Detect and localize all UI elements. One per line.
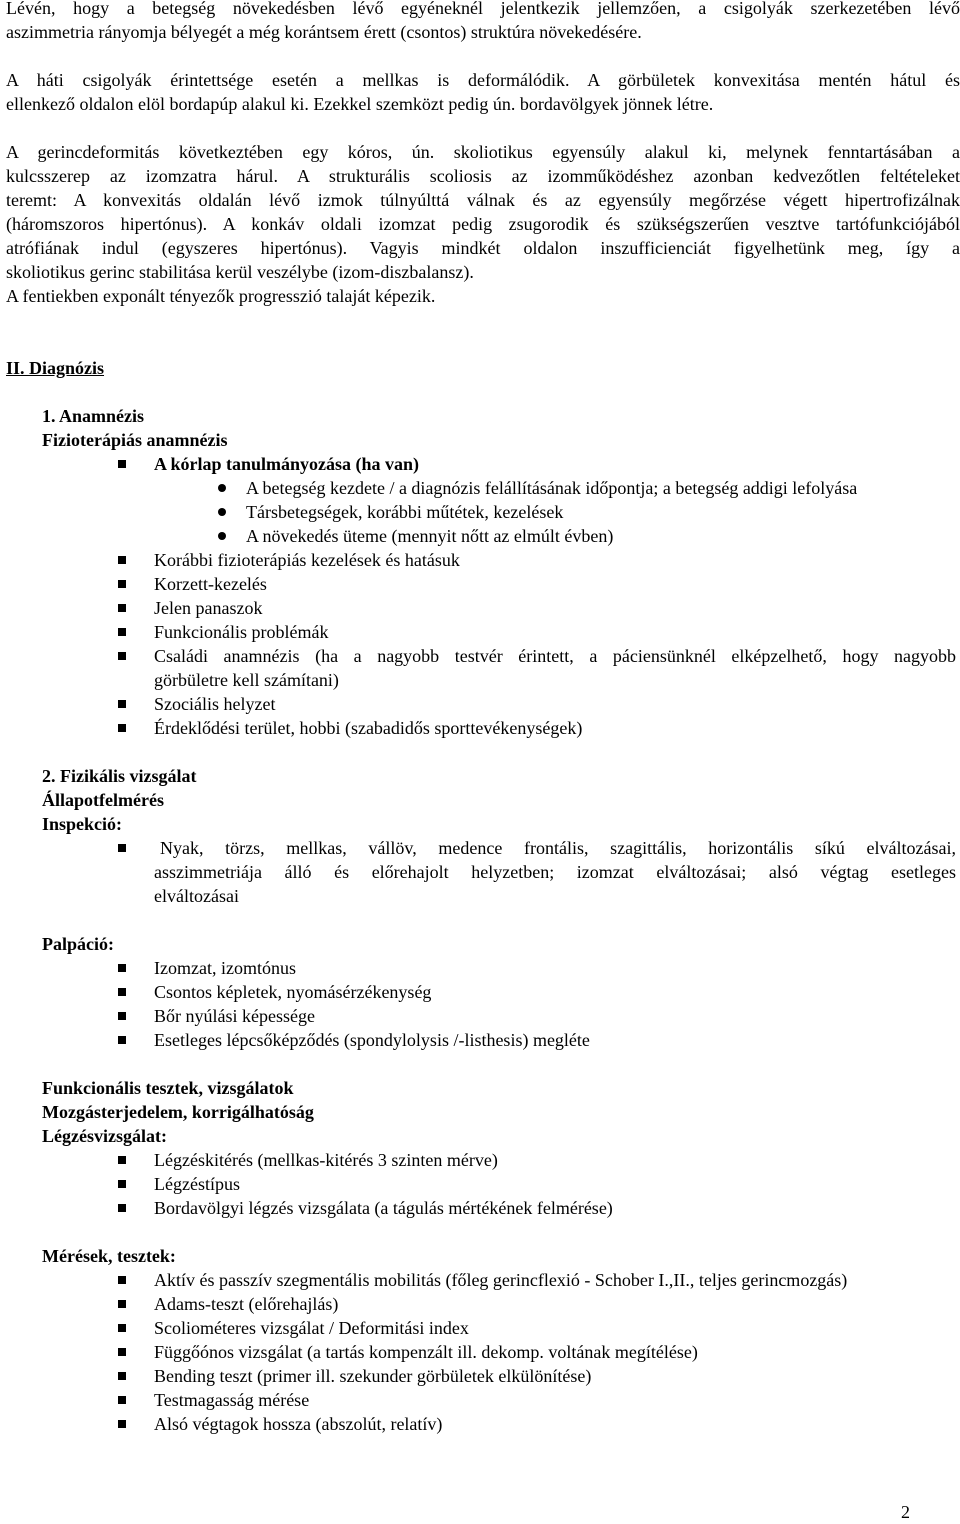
breathing-heading: Légzésvizsgálat: <box>42 1126 167 1146</box>
square-bullet-icon <box>118 964 126 972</box>
list-item-text: Adams-teszt (előrehajlás) <box>154 1294 339 1314</box>
list-item <box>0 644 960 692</box>
square-bullet-icon <box>118 652 126 660</box>
functional-tests-heading: Funkcionális tesztek, vizsgálatok <box>42 1078 294 1098</box>
list-item <box>0 1268 960 1292</box>
list-item-text: Testmagasság mérése <box>154 1390 310 1410</box>
square-bullet-icon <box>118 1372 126 1380</box>
physical-exam-heading: 2. Fizikális vizsgálat <box>42 766 197 786</box>
list-item-text: Korzett-kezelés <box>154 574 267 594</box>
square-bullet-icon <box>118 844 126 852</box>
list-item <box>0 572 960 596</box>
list-item-text: Esetleges lépcsőképződés (spondylolysis /-listhesis) megléte <box>154 1030 590 1050</box>
list-item-text: Alsó végtagok hossza (abszolút, relatív) <box>154 1414 443 1434</box>
text-line: ellenkező oldalon elöl bordapúp alakul ki. Ezekkel szemközt pedig ún. bordavölgyek jönnek létre. <box>6 94 714 114</box>
square-bullet-icon <box>118 1348 126 1356</box>
round-bullet-icon <box>218 484 226 492</box>
list-item-text: Légzéstípus <box>154 1174 240 1194</box>
list-item-text: Izomzat, izomtónus <box>154 958 296 978</box>
round-bullet-icon <box>218 532 226 540</box>
list-item <box>0 500 960 524</box>
list-item-text: Korábbi fizioterápiás kezelések és hatásuk <box>154 550 460 570</box>
list-item <box>0 548 960 572</box>
list-item <box>0 1388 960 1412</box>
anamnesis-heading: 1. Anamnézis <box>42 406 145 426</box>
square-bullet-icon <box>118 460 126 468</box>
square-bullet-icon <box>118 1276 126 1284</box>
list-item-text: Társbetegségek, korábbi műtétek, kezelések <box>246 502 564 522</box>
list-item <box>0 476 960 500</box>
square-bullet-icon <box>118 604 126 612</box>
list-item <box>0 692 960 716</box>
list-item-text: Bőr nyúlási képessége <box>154 1006 315 1026</box>
list-item <box>0 956 960 980</box>
square-bullet-icon <box>118 580 126 588</box>
text-line: (háromszoros hipertónus). A konkáv oldali izomzat pedig zsugorodik és szükségszerűen vesztve tartófunkciójából <box>6 214 960 234</box>
list-item-text: elváltozásai <box>154 886 239 906</box>
list-item <box>0 1316 960 1340</box>
list-item <box>0 716 960 740</box>
square-bullet-icon <box>118 1012 126 1020</box>
intro-paragraph-2 <box>6 68 960 116</box>
square-bullet-icon <box>118 988 126 996</box>
square-bullet-icon <box>118 1300 126 1308</box>
list-item <box>0 1004 960 1028</box>
list-item-text: Aktív és passzív szegmentális mobilitás (főleg gerincflexió - Schober I.,II., teljes gerincmozgás) <box>154 1270 848 1290</box>
text-line: teremt: A konvexitás oldalán lévő izmok túlnyúlttá válnak és az egyensúly megőrzése végett hipertrofizálnak <box>6 190 960 210</box>
list-item-text: Scoliométeres vizsgálat / Deformitási index <box>154 1318 469 1338</box>
text-line: A háti csigolyák érintettsége esetén a mellkas is deformálódik. A görbületek konvexitása mentén hátul és <box>6 70 960 90</box>
list-item <box>0 1172 960 1196</box>
list-item <box>0 620 960 644</box>
list-item <box>0 1292 960 1316</box>
text-line: Lévén, hogy a betegség növekedésben lévő egyéneknél jelentkezik jellemzően, a csigolyák szerkezetében lévő <box>6 0 960 18</box>
list-item <box>0 1196 960 1220</box>
list-item-text: asszimmetriája álló és előrehajolt helyzetben; izomzat elváltozásai; alsó végtag esetleges <box>154 862 956 882</box>
list-item-text: Bordavölgyi légzés vizsgálata (a tágulás mértékének felmérése) <box>154 1198 613 1218</box>
list-item-text: Bending teszt (primer ill. szekunder görbületek elkülönítése) <box>154 1366 592 1386</box>
list-item-text: Csontos képletek, nyomásérzékenység <box>154 982 432 1002</box>
square-bullet-icon <box>118 724 126 732</box>
text-line: aszimmetria rányomja bélyegét a még korántsem érett (csontos) struktúra növekedésére. <box>6 22 642 42</box>
square-bullet-icon <box>118 1156 126 1164</box>
list-item <box>0 596 960 620</box>
list-item-text: Jelen panaszok <box>154 598 263 618</box>
list-item <box>0 1412 960 1436</box>
physio-anamnesis-heading: Fizioterápiás anamnézis <box>42 430 228 450</box>
square-bullet-icon <box>118 1204 126 1212</box>
list-item <box>0 836 960 908</box>
text-line: A gerincdeformitás következtében egy kóros, ún. skoliotikus egyensúly alakul ki, melynek fenntartásában a <box>6 142 960 162</box>
list-item-text: A növekedés üteme (mennyit nőtt az elmúlt évben) <box>246 526 614 546</box>
square-bullet-icon <box>118 1324 126 1332</box>
text-line: kulcsszerep az izomzatra hárul. A strukturális scoliosis az izomműködéshez azonban kedvezőtlen feltételeket <box>6 166 960 186</box>
list-item-text: Légzéskitérés (mellkas-kitérés 3 szinten mérve) <box>154 1150 498 1170</box>
status-heading: Állapotfelmérés <box>42 790 164 810</box>
list-item <box>0 1364 960 1388</box>
text-line: A fentiekben exponált tényezők progresszió talaját képezik. <box>6 286 436 306</box>
list-item <box>0 452 960 476</box>
list-item-text: Érdeklődési terület, hobbi (szabadidős sporttevékenységek) <box>154 718 583 738</box>
list-item-text: Függőónos vizsgálat (a tartás kompenzált ill. dekomp. voltának megítélése) <box>154 1342 698 1362</box>
text-line: atrófiának indul (egyszeres hipertónus). Vagyis mindkét oldalon inszufficienciát figyelhetünk meg, így a <box>6 238 960 258</box>
square-bullet-icon <box>118 700 126 708</box>
list-item-text: Nyak, törzs, mellkas, vállöv, medence frontális, szagittális, horizontális síkú elváltozásai, <box>160 838 956 858</box>
list-item-text: A betegség kezdete / a diagnózis felállításának időpontja; a betegség addigi lefolyása <box>246 478 858 498</box>
section-title: II. Diagnózis <box>6 358 105 378</box>
intro-paragraph-3 <box>6 140 960 308</box>
text-line: skoliotikus gerinc stabilitása kerül veszélybe (izom-diszbalansz). <box>6 262 474 282</box>
list-item-text: Családi anamnézis (ha a nagyobb testvér érintett, a páciensünknél elképzelhető, hogy nagyobb <box>154 646 956 666</box>
square-bullet-icon <box>118 1180 126 1188</box>
list-item <box>0 1028 960 1052</box>
list-item-text: Szociális helyzet <box>154 694 276 714</box>
intro-paragraph-1 <box>6 0 960 44</box>
square-bullet-icon <box>118 556 126 564</box>
list-item <box>0 980 960 1004</box>
square-bullet-icon <box>118 1420 126 1428</box>
inspection-heading: Inspekció: <box>42 814 123 834</box>
round-bullet-icon <box>218 508 226 516</box>
list-item <box>0 1148 960 1172</box>
list-item-text: A kórlap tanulmányozása (ha van) <box>154 454 420 474</box>
list-item <box>0 1340 960 1364</box>
square-bullet-icon <box>118 1396 126 1404</box>
list-item-text: Funkcionális problémák <box>154 622 329 642</box>
list-item <box>0 524 960 548</box>
list-item-text: görbületre kell számítani) <box>154 670 339 690</box>
measures-heading: Mérések, tesztek: <box>42 1246 176 1266</box>
square-bullet-icon <box>118 628 126 636</box>
palpation-heading: Palpáció: <box>42 934 114 954</box>
page-number: 2 <box>901 1502 910 1522</box>
square-bullet-icon <box>118 1036 126 1044</box>
mobility-heading: Mozgásterjedelem, korrigálhatóság <box>42 1102 314 1122</box>
